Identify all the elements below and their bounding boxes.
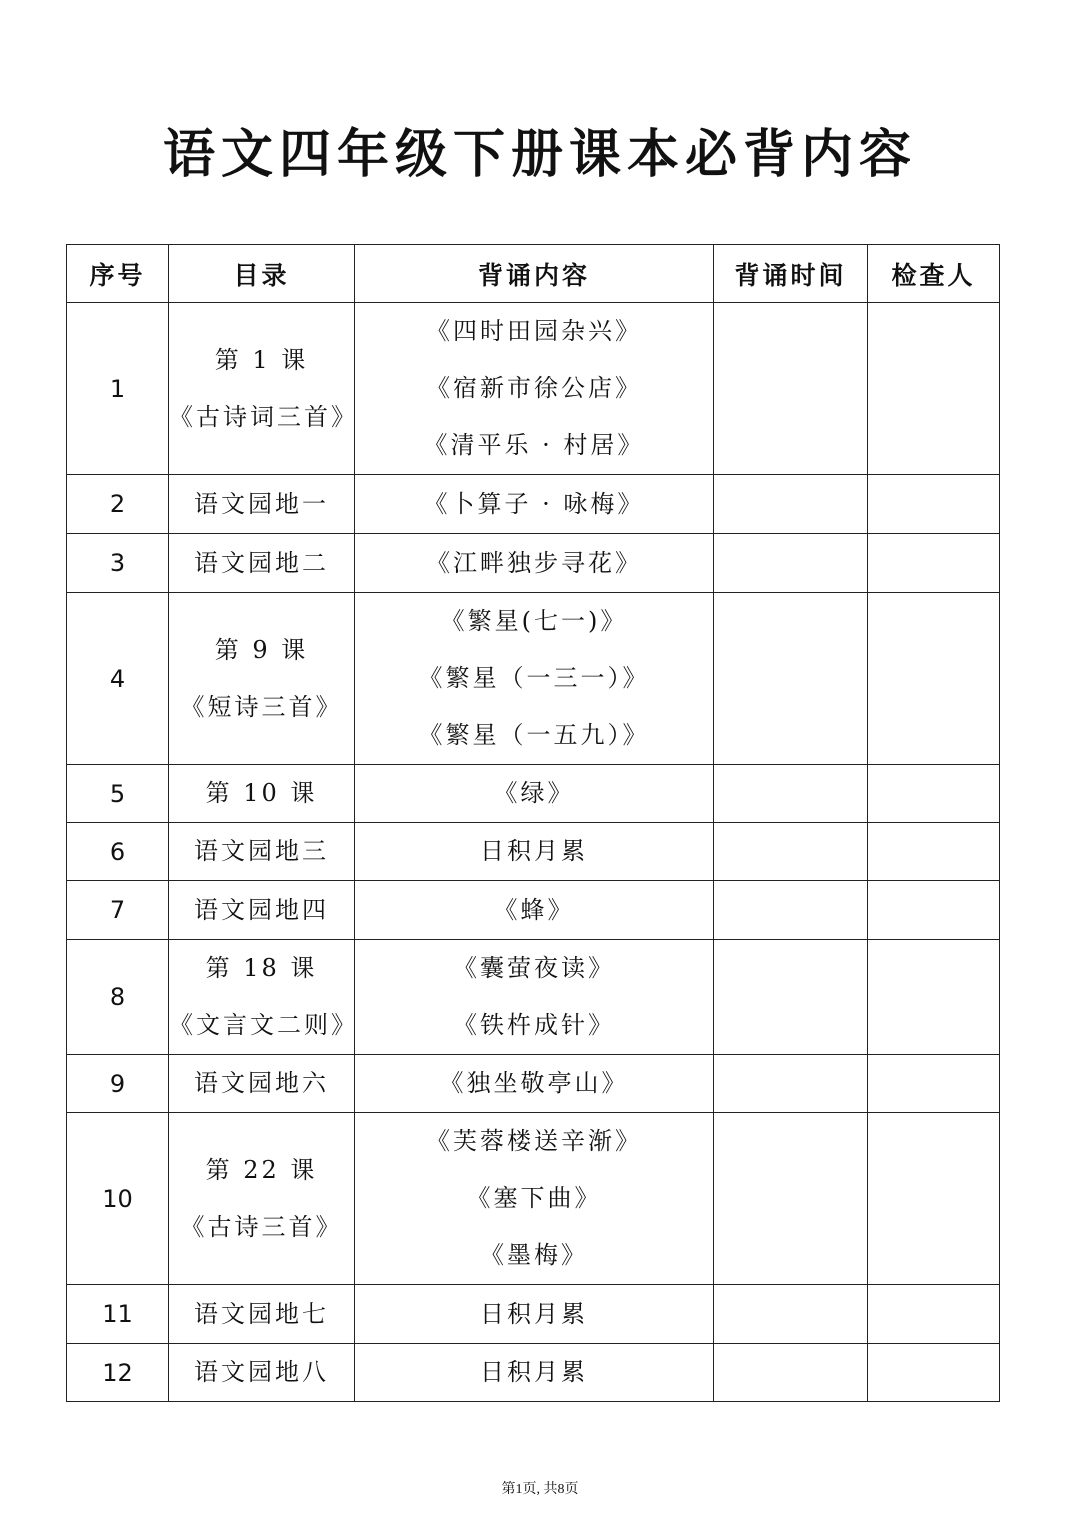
row-checker-cell (868, 593, 1000, 765)
row-time-cell (714, 940, 868, 1055)
content-line: 《囊萤夜读》 (453, 954, 615, 982)
table-row (67, 1055, 1000, 1113)
row-time-cell (714, 1344, 868, 1402)
row-content (355, 475, 714, 534)
content-line: 日积月累 (480, 837, 588, 865)
header-content: 背诵内容 (355, 245, 714, 303)
content-line: 《江畔独步寻花》 (426, 548, 642, 577)
page-footer: 第1页, 共8页 (501, 1482, 579, 1497)
content-line: 《四时田园杂兴》 (426, 317, 642, 345)
header-index: 序号 (67, 245, 169, 303)
content-line: 《繁星（一五九）》 (418, 721, 650, 749)
row-index: 10 (67, 1113, 169, 1285)
row-checker-cell (868, 940, 1000, 1055)
row-index: 11 (67, 1285, 169, 1344)
row-checker-cell (868, 765, 1000, 823)
row-catalog (169, 1055, 355, 1113)
row-checker-cell (868, 534, 1000, 593)
catalog-line: 语文园地一 (194, 489, 329, 518)
row-time-cell (714, 765, 868, 823)
row-checker-cell (868, 1055, 1000, 1113)
row-index: 9 (67, 1055, 169, 1113)
row-checker-cell (868, 823, 1000, 881)
table-row (67, 881, 1000, 940)
row-checker-cell (868, 1285, 1000, 1344)
content-line: 《卜算子 · 咏梅》 (423, 489, 645, 518)
row-time-cell (714, 881, 868, 940)
row-index: 5 (67, 765, 169, 823)
catalog-line: 语文园地七 (194, 1299, 329, 1328)
row-time-cell (714, 1285, 868, 1344)
catalog-line: 第 9 课 (214, 635, 309, 664)
table-row (67, 1285, 1000, 1344)
catalog-line: 《古诗三首》 (180, 1212, 343, 1241)
row-index: 8 (67, 940, 169, 1055)
row-content (355, 1344, 714, 1402)
row-catalog (169, 593, 355, 765)
catalog-line: 第 22 课 (205, 1155, 318, 1184)
table-row (67, 534, 1000, 593)
row-catalog (169, 303, 358, 475)
row-index: 6 (67, 823, 169, 881)
catalog-line: 《古诗词三首》 (169, 402, 358, 431)
row-checker-cell (868, 1113, 1000, 1285)
table-row (67, 940, 1000, 1055)
row-catalog (169, 940, 358, 1055)
table-row (67, 1113, 1000, 1285)
row-index: 4 (67, 593, 169, 765)
catalog-line: 语文园地二 (194, 548, 329, 577)
header-catalog: 目录 (169, 245, 355, 303)
catalog-line: 语文园地三 (194, 837, 329, 865)
row-content (355, 1285, 714, 1344)
row-time-cell (714, 534, 868, 593)
row-checker-cell (868, 303, 1000, 475)
catalog-line: 《短诗三首》 (180, 692, 343, 721)
row-catalog (169, 881, 355, 940)
content-line: 《芙蓉楼送辛渐》 (426, 1127, 642, 1155)
row-content (355, 765, 714, 823)
row-time-cell (714, 1055, 868, 1113)
catalog-line: 第 1 课 (214, 345, 309, 374)
row-time-cell (714, 475, 868, 534)
row-catalog (169, 823, 355, 881)
header-checker: 检查人 (868, 245, 1000, 303)
content-line: 《清平乐 · 村居》 (423, 431, 645, 459)
row-catalog (169, 475, 355, 534)
content-line: 日积月累 (480, 1299, 588, 1328)
table-row (67, 303, 1000, 475)
row-catalog (169, 1285, 355, 1344)
row-checker-cell (868, 475, 1000, 534)
content-line: 日积月累 (480, 1358, 588, 1386)
row-content (355, 1113, 714, 1285)
table-row (67, 823, 1000, 881)
row-catalog (169, 534, 355, 593)
catalog-line: 第 10 课 (205, 779, 318, 807)
row-content (355, 881, 714, 940)
row-catalog (169, 765, 355, 823)
row-index: 7 (67, 881, 169, 940)
catalog-line: 语文园地六 (194, 1069, 329, 1097)
row-checker-cell (868, 881, 1000, 940)
table-row (67, 1344, 1000, 1402)
content-line: 《墨梅》 (480, 1241, 588, 1269)
content-line: 《塞下曲》 (466, 1184, 602, 1212)
content-line: 《繁星(七一)》 (440, 607, 628, 635)
row-time-cell (714, 303, 868, 475)
row-time-cell (714, 823, 868, 881)
catalog-line: 语文园地八 (194, 1358, 329, 1386)
content-line: 《蜂》 (493, 895, 575, 924)
row-content (355, 303, 714, 475)
row-index: 2 (67, 475, 169, 534)
table-row (67, 475, 1000, 534)
recitation-table (66, 244, 1000, 1402)
catalog-line: 第 18 课 (205, 954, 318, 982)
table-row (67, 765, 1000, 823)
content-line: 《繁星（一三一）》 (418, 664, 650, 692)
table-row (67, 593, 1000, 765)
header-time: 背诵时间 (714, 245, 868, 303)
content-line: 《绿》 (493, 779, 575, 807)
content-line: 《独坐敬亭山》 (439, 1069, 629, 1097)
row-content (355, 534, 714, 593)
row-content (355, 1055, 714, 1113)
row-catalog (169, 1113, 355, 1285)
page-title: 语文四年级下册课本必背内容 (162, 125, 917, 185)
row-time-cell (714, 1113, 868, 1285)
catalog-line: 语文园地四 (194, 895, 329, 924)
row-checker-cell (868, 1344, 1000, 1402)
row-index: 1 (67, 303, 169, 475)
row-content (355, 940, 714, 1055)
row-catalog (169, 1344, 355, 1402)
table-header-row (67, 245, 1000, 303)
catalog-line: 《文言文二则》 (169, 1011, 358, 1039)
row-index: 3 (67, 534, 169, 593)
row-content (355, 823, 714, 881)
row-content (355, 593, 714, 765)
content-line: 《铁杵成针》 (453, 1011, 615, 1039)
row-time-cell (714, 593, 868, 765)
row-index: 12 (67, 1344, 169, 1402)
content-line: 《宿新市徐公店》 (426, 374, 642, 402)
